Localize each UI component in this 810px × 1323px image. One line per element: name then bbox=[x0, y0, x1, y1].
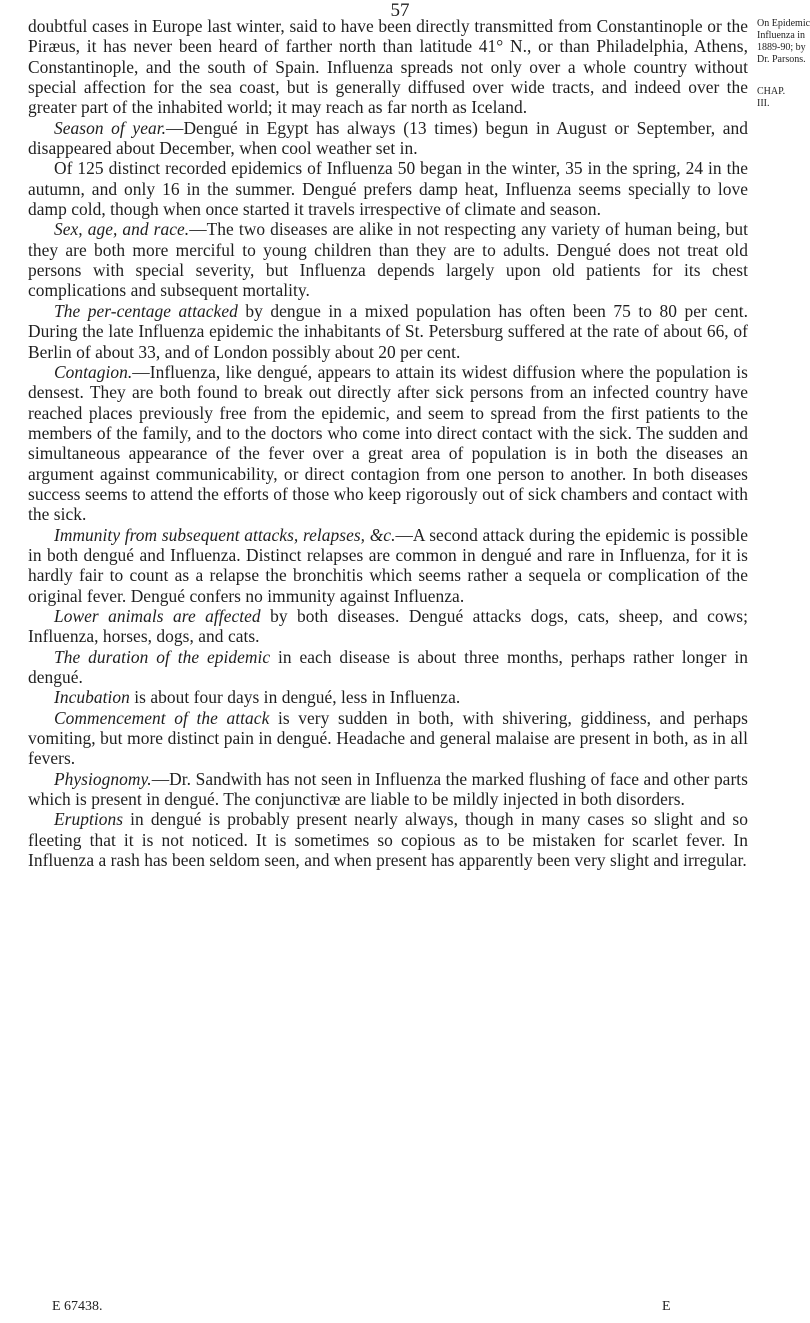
paragraph-text: is about four days in dengué, less in Influenza. bbox=[129, 687, 461, 708]
paragraph-heading: Physiognomy. bbox=[54, 768, 152, 789]
paragraph-text: by dengue in a mixed population has often been 75 to 80 per cent. During the late Influenza epidemic the inhabitants of St. Petersburg suffered at the rate of about 66, of Berlin of about 33, and of London possibly about 20 per cent. bbox=[28, 300, 748, 362]
paragraph-heading: Incubation bbox=[54, 687, 130, 708]
paragraph-text: Of 125 distinct recorded epidemics of Influenza 50 began in the winter, 35 in the spring, 24 in the autumn, and only 16 in the summer. Dengué prefers damp heat, Influenza seems specially to love damp cold, though when once started it travels irrespective of climate and season. bbox=[28, 158, 748, 220]
body-text bbox=[28, 16, 748, 870]
paragraph bbox=[28, 118, 748, 159]
side-note-line: Influenza in bbox=[757, 30, 806, 41]
paragraph bbox=[28, 362, 748, 525]
paragraph bbox=[28, 647, 748, 688]
side-note-line: Dr. Parsons. bbox=[757, 54, 806, 65]
page-number: 57 bbox=[390, 0, 410, 21]
side-note-chapter: CHAP. III. bbox=[757, 86, 786, 109]
side-note-line: On Epidemic bbox=[757, 18, 810, 29]
paragraph bbox=[28, 525, 748, 606]
paragraph bbox=[28, 769, 748, 810]
paragraph-text: in dengué is probably present nearly always, though in many cases so slight and so fleeting that it is not noticed. It is sometimes so copious as to be mistaken for scarlet fever. In Influenza a rash has been seldom seen, and when present has apparently been very slight and irregular. bbox=[28, 809, 748, 871]
paragraph-heading: The per-centage attacked bbox=[54, 300, 238, 321]
side-note bbox=[757, 18, 810, 66]
paragraph bbox=[28, 606, 748, 647]
paragraph-text: doubtful cases in Europe last winter, said to have been directly transmitted from Constantinople or the Piræus, it has never been heard of farther north than latitude 41° N., or than Philadelphia, Athens, Constantinople, and the south of Spain. Influenza spreads not only over a whole country without special affection for the sea coast, but is generally diffused over wide tracts, and indeed over the greater part of the inhabited world; it may reach as far north as Iceland. bbox=[28, 16, 748, 118]
paragraph bbox=[28, 708, 748, 769]
paragraph bbox=[28, 301, 748, 362]
paragraph bbox=[28, 219, 748, 300]
paragraph-heading: Lower animals are affected bbox=[54, 605, 261, 626]
paragraph-heading: Immunity from subsequent attacks, relapses, &c. bbox=[54, 524, 396, 545]
paragraph-text: —A second attack during the epidemic is possible in both dengué and Influenza. Distinct relapses are common in dengué and rare in Influenza, for it is hardly fair to count as a relapse the bronchitis which seems rather a sequela or complication of the original fever. Dengué confers no immunity against Influenza. bbox=[28, 524, 748, 606]
paragraph-text: in each disease is about three months, perhaps rather longer in dengué. bbox=[28, 646, 748, 687]
paragraph-text: —Influenza, like dengué, appears to attain its widest diffusion where the population is densest. They are both found to break out directly after sick persons from an infected country have reached places previously free from the epidemic, and seem to spread from the first patients to the members of the family, and to the doctors who come into direct contact with the sick. The sudden and simultaneous appearance of the fever over a great area of population is in both the diseases an argument against communicability, or direct contagion from one person to another. In both diseases success seems to attend the efforts of those who keep rigorously out of sick chambers and contact with the sick. bbox=[28, 361, 748, 525]
paragraph bbox=[28, 809, 748, 870]
paragraph bbox=[28, 16, 748, 118]
paragraph bbox=[28, 687, 748, 707]
paragraph-text: —Dengué in Egypt has always (13 times) begun in August or September, and disappeared about December, when cool weather set in. bbox=[28, 117, 748, 159]
paragraph-heading: Sex, age, and race. bbox=[54, 219, 190, 240]
paragraph-heading: Contagion. bbox=[54, 361, 133, 382]
paragraph-heading: Eruptions bbox=[54, 809, 124, 830]
paragraph-heading: The duration of the epidemic bbox=[54, 646, 271, 667]
side-note-line: 1889-90; by bbox=[757, 42, 806, 53]
paragraph-heading: Commencement of the attack bbox=[54, 707, 270, 728]
paragraph bbox=[28, 158, 748, 219]
paragraph-heading: Season of year. bbox=[54, 117, 166, 138]
paragraph-text: by both diseases. Dengué attacks dogs, cats, sheep, and cows; Influenza, horses, dogs, and cats. bbox=[28, 605, 748, 647]
paragraph-text: —The two diseases are alike in not respecting any variety of human being, but they are both more merciful to young children than they are to adults. Dengué does not treat old persons with special severity, but Influenza depends largely upon old patients for its chest complications and subsequent mortality. bbox=[28, 219, 749, 301]
paragraph-text: —Dr. Sandwith has not seen in Influenza the marked flushing of face and other parts which is present in dengué. The conjunctivæ are liable to be mildly injected in both disorders. bbox=[28, 768, 748, 810]
footer-signature-left: E 67438. bbox=[52, 1299, 103, 1314]
footer-signature-right: E bbox=[662, 1299, 671, 1314]
paragraph-text: is very sudden in both, with shivering, giddiness, and perhaps vomiting, but more distinct pain in dengué. Headache and general malaise are present in both, as in all fevers. bbox=[28, 707, 748, 769]
